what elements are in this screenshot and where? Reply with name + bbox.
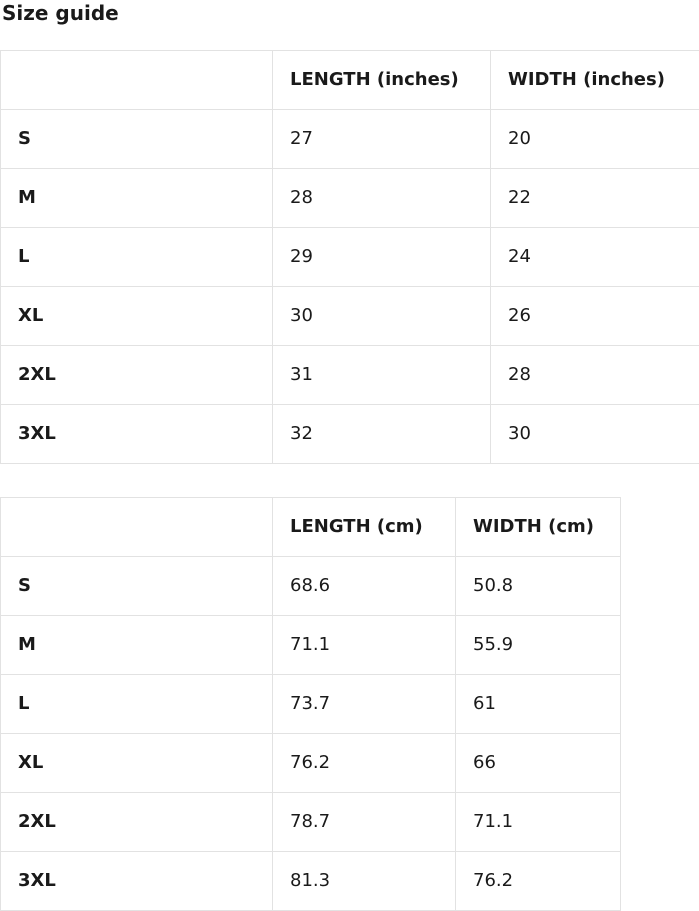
length-cell: 73.7 — [273, 675, 456, 734]
length-cell: 28 — [273, 169, 491, 228]
page-title: Size guide — [2, 2, 699, 24]
length-cell: 76.2 — [273, 734, 456, 793]
width-cell: 76.2 — [456, 852, 621, 911]
corner-cell — [1, 51, 273, 110]
size-cell: L — [1, 675, 273, 734]
width-cell: 22 — [491, 169, 699, 228]
size-cell: S — [1, 557, 273, 616]
width-cell: 30 — [491, 405, 699, 464]
width-cell: 20 — [491, 110, 699, 169]
length-cell: 78.7 — [273, 793, 456, 852]
width-cell: 50.8 — [456, 557, 621, 616]
table-row — [1, 228, 699, 287]
length-cell: 32 — [273, 405, 491, 464]
length-cell: 31 — [273, 346, 491, 405]
size-cell: M — [1, 616, 273, 675]
table-row — [1, 110, 699, 169]
table-header-row — [1, 498, 621, 557]
size-cell: 2XL — [1, 793, 273, 852]
table-row — [1, 675, 621, 734]
size-cell: XL — [1, 287, 273, 346]
width-header: WIDTH (cm) — [456, 498, 621, 557]
table-row — [1, 852, 621, 911]
table-header-row — [1, 51, 699, 110]
size-table-cm — [0, 497, 621, 911]
corner-cell — [1, 498, 273, 557]
width-cell: 71.1 — [456, 793, 621, 852]
size-cell: M — [1, 169, 273, 228]
length-cell: 30 — [273, 287, 491, 346]
length-cell: 29 — [273, 228, 491, 287]
width-cell: 61 — [456, 675, 621, 734]
length-cell: 27 — [273, 110, 491, 169]
size-cell: 2XL — [1, 346, 273, 405]
size-cell: XL — [1, 734, 273, 793]
table-row — [1, 287, 699, 346]
table-row — [1, 169, 699, 228]
table-row — [1, 734, 621, 793]
width-header: WIDTH (inches) — [491, 51, 699, 110]
length-header: LENGTH (cm) — [273, 498, 456, 557]
table-row — [1, 405, 699, 464]
length-cell: 68.6 — [273, 557, 456, 616]
width-cell: 26 — [491, 287, 699, 346]
table-row — [1, 616, 621, 675]
table-row — [1, 346, 699, 405]
length-header: LENGTH (inches) — [273, 51, 491, 110]
table-row — [1, 793, 621, 852]
length-cell: 71.1 — [273, 616, 456, 675]
width-cell: 28 — [491, 346, 699, 405]
size-table-inches — [0, 50, 699, 464]
length-cell: 81.3 — [273, 852, 456, 911]
width-cell: 55.9 — [456, 616, 621, 675]
width-cell: 66 — [456, 734, 621, 793]
size-cell: 3XL — [1, 405, 273, 464]
size-cell: S — [1, 110, 273, 169]
size-cell: L — [1, 228, 273, 287]
width-cell: 24 — [491, 228, 699, 287]
size-cell: 3XL — [1, 852, 273, 911]
table-row — [1, 557, 621, 616]
